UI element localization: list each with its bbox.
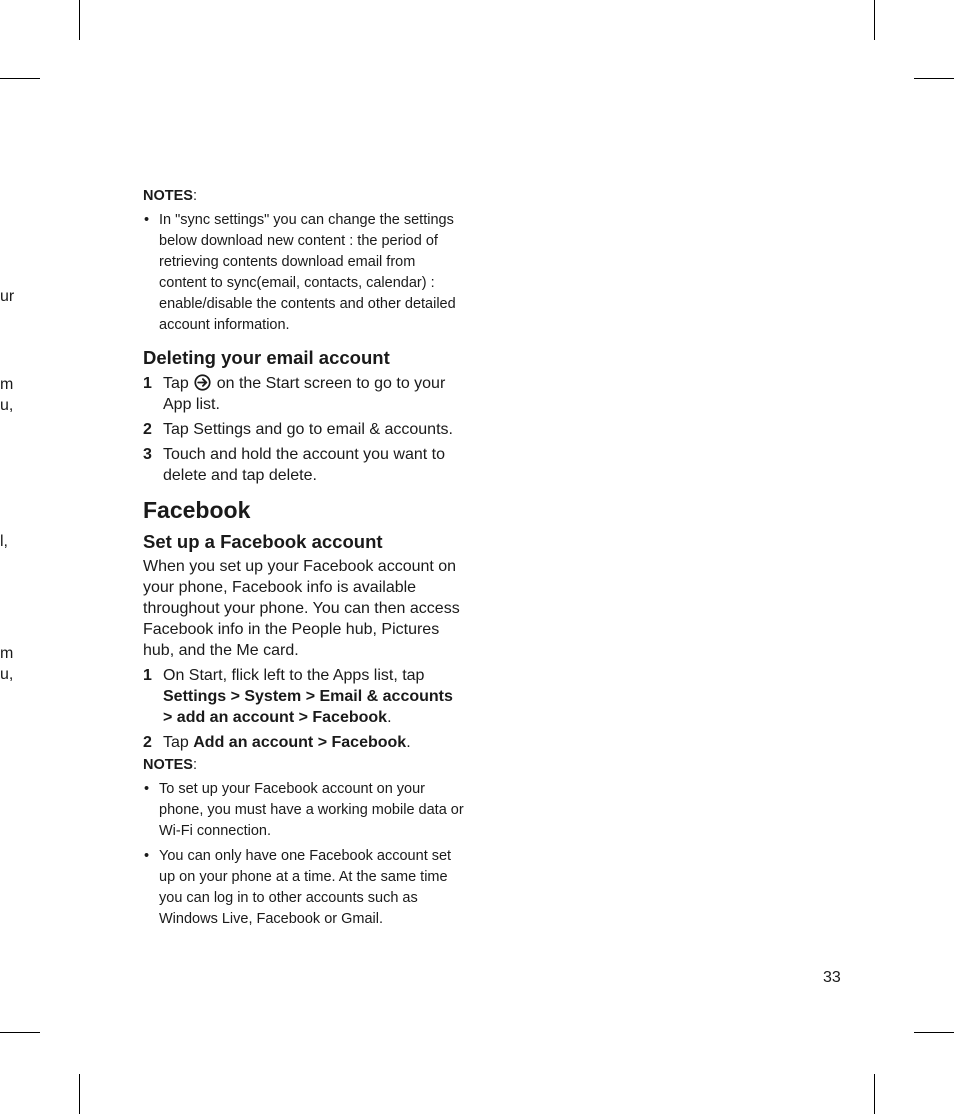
steps-list: [143, 665, 465, 753]
content-column: [143, 186, 465, 934]
section-subheading: Deleting your email account: [143, 347, 390, 368]
bullet: •: [144, 781, 150, 797]
notes-list: [143, 779, 465, 930]
step-item: 3 Touch and hold the account you want to delete and tap delete.: [143, 446, 445, 484]
notes-list: [143, 210, 465, 336]
step-item: 1 Tap on the Start screen to go to your App list.: [143, 375, 446, 413]
section-subheading: Set up a Facebook account: [143, 531, 383, 552]
edge-text-fragment: u,: [0, 666, 14, 683]
crop-mark: [914, 78, 954, 79]
crop-mark: [914, 1032, 954, 1033]
step-number: 2: [143, 734, 152, 751]
crop-mark: [0, 78, 40, 79]
crop-mark: [0, 1032, 40, 1033]
edge-text-fragment: u,: [0, 397, 14, 414]
crop-mark: [79, 0, 80, 40]
crop-mark: [874, 0, 875, 40]
edge-text-fragment: m: [0, 645, 14, 662]
crop-mark: [79, 1074, 80, 1114]
bullet: •: [144, 848, 150, 864]
notes-label: NOTES:: [143, 188, 197, 204]
note-item: • To set up your Facebook account on your phone, you must have a working mobile data or Wi-Fi connection.: [144, 781, 464, 839]
step-number: 1: [143, 667, 152, 684]
step-item: 1 On Start, flick left to the Apps list, tap Settings > System > Email & accounts > add an account > Facebook.: [143, 667, 453, 726]
step-number: 1: [143, 375, 152, 392]
intro-paragraph: When you set up your Facebook account on your phone, Facebook info is available throughout your phone. You can then access Facebook info in the People hub, Pictures hub, and the Me card.: [143, 558, 460, 659]
note-item: • You can only have one Facebook account set up on your phone at a time. At the same time you can log in to other accounts such as Windows Live, Facebook or Gmail.: [144, 848, 452, 927]
step-item: 2 Tap Settings and go to email & accounts.: [143, 421, 453, 438]
note-item: • In "sync settings" you can change the settings below download new content : the period of retrieving contents download email from content to sync(email, contacts, calendar) : enable/disable the contents and other detailed account information.: [144, 212, 456, 333]
notes-label: NOTES:: [143, 757, 197, 773]
edge-text-fragment: l,: [0, 533, 8, 550]
step-number: 3: [143, 446, 152, 463]
edge-text-fragment: m: [0, 376, 14, 393]
step-number: 2: [143, 421, 152, 438]
bullet: •: [144, 212, 150, 228]
steps-list: [143, 373, 465, 486]
edge-text-fragment: ur: [0, 288, 15, 305]
page-number: 33: [823, 969, 841, 986]
arrow-circle-right-icon: [194, 374, 211, 391]
crop-mark: [874, 1074, 875, 1114]
step-item: 2 Tap Add an account > Facebook.: [143, 734, 411, 751]
section-heading: Facebook: [143, 497, 251, 523]
